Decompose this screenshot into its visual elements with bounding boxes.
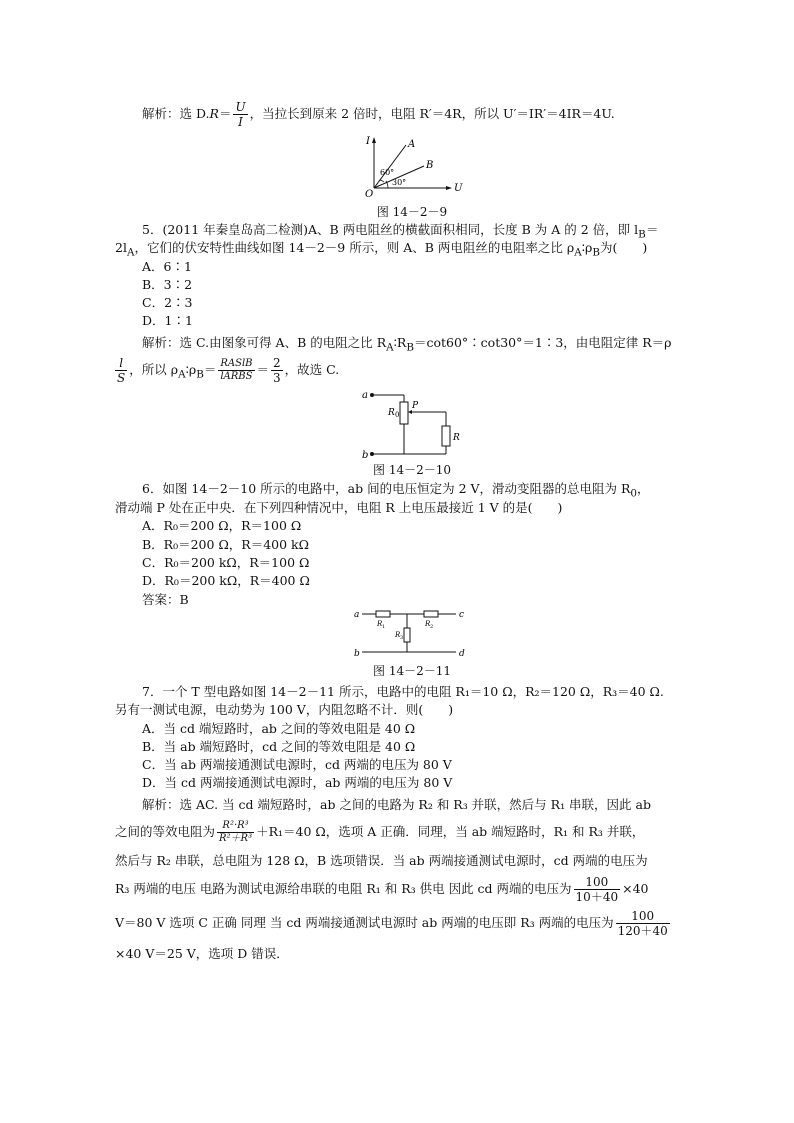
q7-stem-line1: 7．一个 T 型电路如图 14－2－11 所示，电路中的电阻 R₁＝10 Ω，R₂＝120 Ω，R₃＝40 Ω. xyxy=(142,684,664,699)
q7-sol5-num: 100 xyxy=(616,909,670,924)
fig10-caption: 图 14－2－10 xyxy=(373,463,451,477)
q5-option-a: A．6∶1 xyxy=(142,259,192,274)
label-r1: R xyxy=(377,620,383,628)
q7-solution-line5 xyxy=(115,906,672,940)
q5-line1-end: ＝ xyxy=(645,222,659,237)
q7-sol2-den: R²＋R³ xyxy=(219,833,253,844)
q4-eq: ＝ xyxy=(218,106,232,121)
label-a: a xyxy=(354,610,360,620)
q4-frac-num: U xyxy=(235,100,246,114)
q5-line2-end: 为( ) xyxy=(600,240,648,255)
q5-line2-a: 2l xyxy=(115,240,127,255)
label-a: A xyxy=(408,139,416,150)
q5-sol2-subb: B xyxy=(196,368,204,381)
u-axis-arrow xyxy=(446,186,452,190)
q5-line2-sub2: A xyxy=(574,246,582,259)
q7-solution-line6: ×40 V＝25 V，选项 D 错误． xyxy=(115,946,289,961)
label-a: a xyxy=(362,390,368,401)
q7-option-b: B．当 ab 端短路时，cd 之间的等效电阻是 40 Ω xyxy=(142,739,416,754)
q4-r-symbol: R xyxy=(209,106,219,121)
label-u: U xyxy=(454,183,463,194)
q5-sol1-subb: B xyxy=(406,341,414,354)
q7-option-a: A．当 cd 端短路时，ab 之间的等效电阻是 40 Ω xyxy=(142,721,416,736)
q7-parallel-fraction xyxy=(217,820,254,845)
q5-sol1-suba: A xyxy=(386,341,394,354)
q7-solution-line3: 然后与 R₂ 串联，总电阻为 128 Ω，B 选项错误．当 ab 两端接通测试电源时，cd 两端的电压为 xyxy=(115,853,648,868)
q5-ratio-den: lARBS xyxy=(220,371,253,382)
q5-line1-text: 5．(2011 年秦皇岛高二检测)A、B 两电阻丝的横截面积相同，长度 B 为 A 的 2 倍，即 l xyxy=(142,222,639,237)
label-i: I xyxy=(366,136,370,147)
q5-three: 3 xyxy=(273,371,281,385)
q6-line1-sub: 0 xyxy=(630,487,638,500)
q6-answer: 答案：B xyxy=(142,592,189,607)
resistor-r xyxy=(442,426,450,446)
q6-stem-line2: 滑动端 P 处在正中央．在下列四种情况中，电阻 R 上电压最接近 1 V 的是( ) xyxy=(115,500,563,515)
q7-solution-line4 xyxy=(115,872,648,906)
q7-stem-line2: 另有一测试电源，电动势为 100 V，内阻忽略不计．则( ) xyxy=(115,702,454,717)
label-30: 30° xyxy=(392,178,407,187)
q4-sol-prefix: 解析：选 D. xyxy=(142,106,210,121)
label-60: 60° xyxy=(380,168,395,177)
label-r: R xyxy=(453,433,460,443)
q5-l-over-s xyxy=(115,356,127,385)
figure-14-2-10 xyxy=(360,390,470,462)
q7-sol5-den: 120＋40 xyxy=(617,924,668,938)
q6-line1-text: 6．如图 14－2－10 所示的电路中，ab 间的电压恒定为 2 V，滑动变阻器的总电阻为 R xyxy=(142,481,631,496)
q5-line2-rest: ，它们的伏安特性曲线如图 14－2－9 所示，则 A、B 两电阻丝的电阻率之比 ρ xyxy=(134,240,575,255)
q5-sol2-b: ∶ρ xyxy=(185,362,197,377)
q6-option-c: C．R₀＝200 kΩ，R＝100 Ω xyxy=(142,555,310,570)
label-r2-sub: 2 xyxy=(430,624,434,630)
q5-option-b: B．3∶2 xyxy=(142,277,193,292)
q5-sol2-c: ＝ xyxy=(203,362,217,377)
q5-two: 2 xyxy=(273,356,281,370)
label-r1-sub: 1 xyxy=(382,624,386,630)
q5-ratio-fraction xyxy=(218,358,254,383)
label-r3-sub: 3 xyxy=(400,635,404,641)
label-o: O xyxy=(365,189,374,200)
q5-two-thirds xyxy=(271,356,283,385)
q7-sol4-b: ×40 xyxy=(622,881,649,896)
q4-sol-suffix: ，当拉长到原来 2 倍时，电阻 R′＝4R，所以 U′＝IR′＝4IR＝4U. xyxy=(249,106,615,121)
q5-option-d: D．1∶1 xyxy=(142,313,193,328)
resistor-r0 xyxy=(400,402,408,424)
q5-sol2-suba: A xyxy=(178,368,186,381)
resistor-r3 xyxy=(404,628,410,642)
label-r2: R xyxy=(425,620,431,628)
q5-ratio-num: RASlB xyxy=(220,358,253,369)
q4-solution xyxy=(142,100,615,129)
figure-14-2-11 xyxy=(354,606,474,658)
label-b: b xyxy=(354,649,360,659)
q7-sol5-a: V＝80 V 选项 C 正确 同理 当 cd 两端接通测试电源时 ab 两端的电压即 R₃ 两端的电压为 xyxy=(115,915,614,930)
q5-sol1-a: 解析：选 C.由图象可得 A、B 的电阻之比 R xyxy=(142,335,387,350)
label-p: P xyxy=(412,401,419,411)
q6-line1-end: ， xyxy=(637,481,650,496)
q5-sol2-a: ，所以 ρ xyxy=(129,362,179,377)
q5-sol2-e: ，故选 C. xyxy=(284,362,340,377)
q5-frac-s: S xyxy=(117,371,126,385)
label-b: b xyxy=(362,450,369,461)
q7-sol2-a: 之间的等效电阻为 xyxy=(115,824,216,839)
q4-fraction xyxy=(233,100,247,129)
label-b: B xyxy=(426,160,434,171)
q6-option-a: A．R₀＝200 Ω，R＝100 Ω xyxy=(142,518,302,533)
q5-line2-sub-a: A xyxy=(126,246,135,259)
q4-frac-den: I xyxy=(238,115,243,129)
q5-line1-sub: B xyxy=(638,228,646,241)
q5-stem-line2 xyxy=(115,239,647,262)
q7-sol2-num: R²·R³ xyxy=(217,820,254,833)
q5-option-c: C．2∶3 xyxy=(142,295,193,310)
label-r0-sub: 0 xyxy=(395,411,400,419)
label-c: c xyxy=(459,610,465,620)
q7-frac-d xyxy=(616,909,670,938)
resistor-r2 xyxy=(424,611,438,617)
q7-sol4-den: 10＋40 xyxy=(575,890,619,904)
q7-solution-line2 xyxy=(115,816,644,848)
q7-frac-c xyxy=(574,875,621,904)
q5-line2-mid: ∶ρ xyxy=(581,240,593,255)
angle-arc-60 xyxy=(380,180,384,182)
fig11-caption: 图 14－2－11 xyxy=(373,664,451,678)
label-r3: R xyxy=(395,631,401,639)
q7-option-d: D．当 cd 两端接通测试电源时，ab 两端的电压为 80 V xyxy=(142,775,453,790)
q7-solution-line1: 解析：选 AC. 当 cd 端短路时，ab 之间的电路为 R₂ 和 R₃ 并联，然后与 R₁ 串联，因此 ab xyxy=(142,797,651,812)
q5-sol2-d: ＝ xyxy=(256,362,270,377)
figure-14-2-9 xyxy=(362,135,463,200)
resistor-r1 xyxy=(376,611,390,617)
i-axis-arrow xyxy=(372,137,376,143)
label-d: d xyxy=(459,649,465,659)
q7-option-c: C．当 ab 两端接通测试电源时，cd 两端的电压为 80 V xyxy=(142,757,452,772)
q6-option-b: B．R₀＝200 Ω，R＝400 kΩ xyxy=(142,537,309,552)
q5-sol1-end: ＝cot60°∶cot30°＝1∶3，由电阻定律 R＝ρ xyxy=(413,335,672,350)
q6-option-d: D．R₀＝200 kΩ，R＝400 Ω xyxy=(142,573,310,588)
label-r0: R xyxy=(388,408,395,418)
q5-frac-l: l xyxy=(115,356,127,371)
q7-sol4-a: R₃ 两端的电压 电路为测试电源给串联的电阻 R₁ 和 R₃ 供电 因此 cd 两端的电压为 xyxy=(115,881,572,896)
q5-line2-sub3: B xyxy=(592,246,600,259)
q7-sol4-num: 100 xyxy=(574,875,621,890)
fig9-caption: 图 14－2－9 xyxy=(376,205,448,219)
q5-sol1-mid: ∶R xyxy=(393,335,407,350)
q7-sol2-b: ＋R₁＝40 Ω，选项 A 正确．同理，当 ab 端短路时，R₁ 和 R₃ 并联， xyxy=(256,824,645,839)
q5-solution-line2 xyxy=(113,353,339,392)
